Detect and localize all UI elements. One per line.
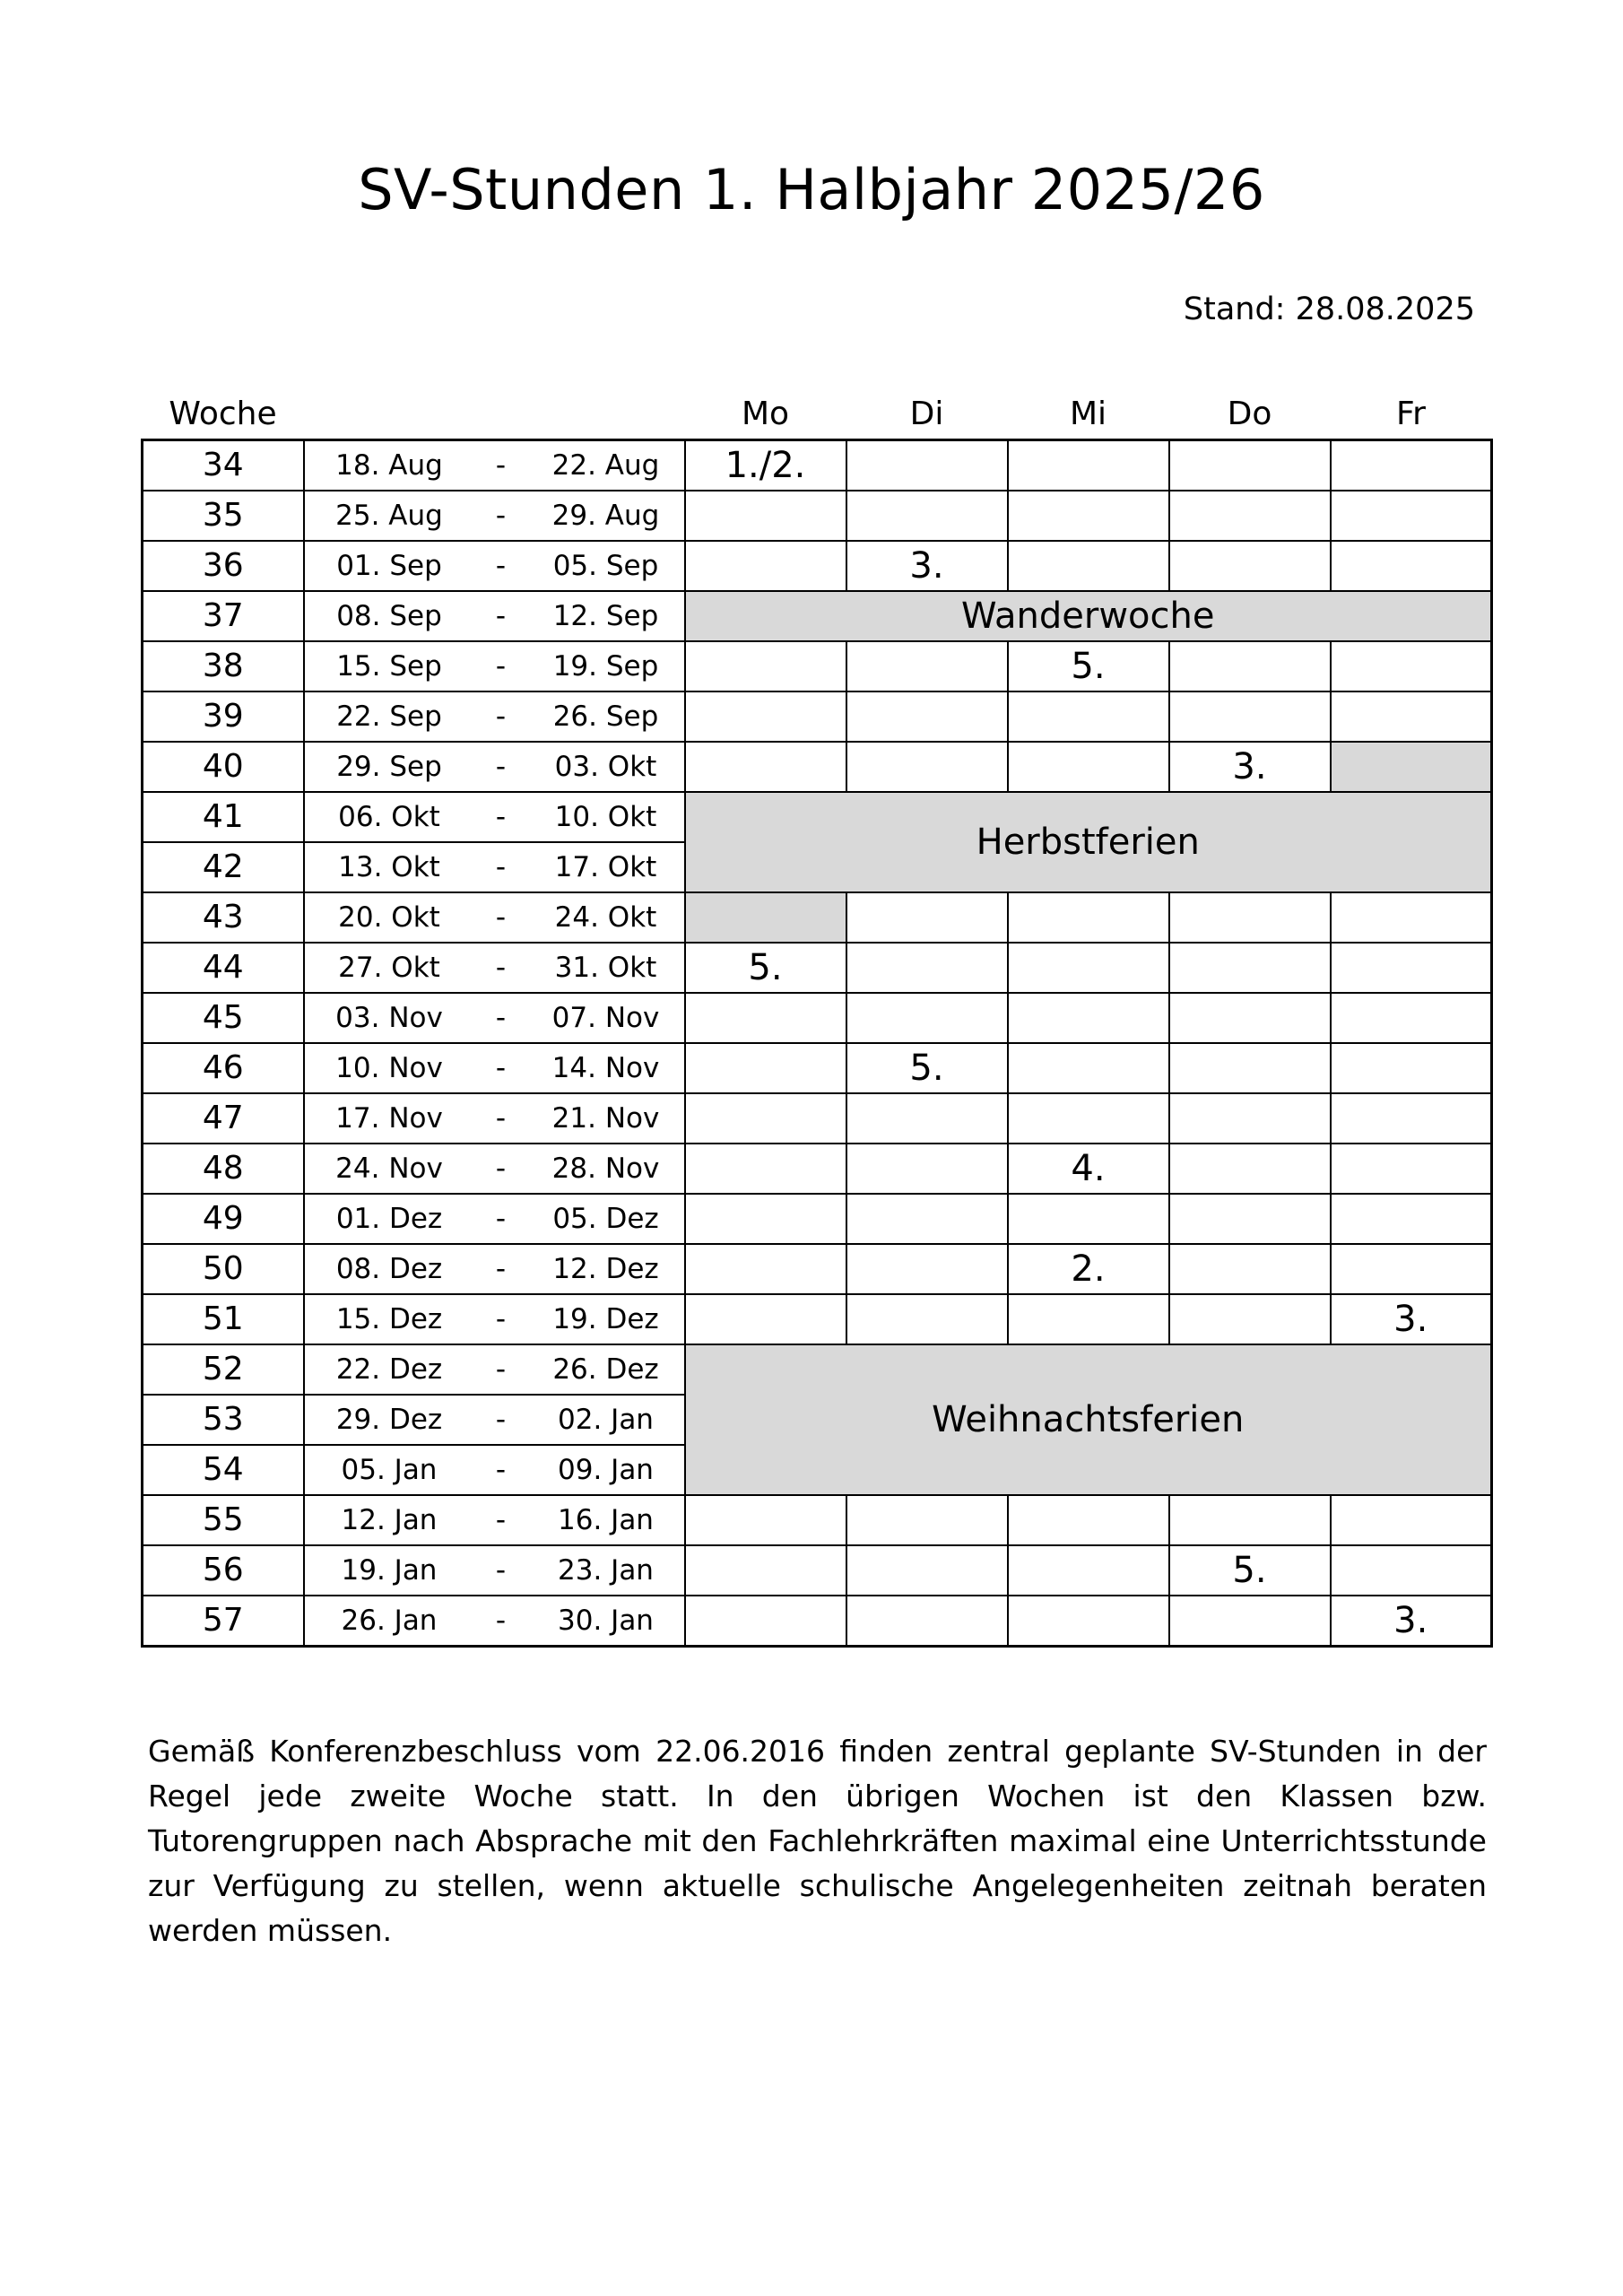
table-row (143, 541, 1492, 591)
week-end-date: 02. Jan (528, 1395, 685, 1445)
cell-fr (1331, 1194, 1492, 1244)
table-row (143, 641, 1492, 691)
cell-mi (1008, 892, 1169, 943)
cell-mi (1008, 1596, 1169, 1647)
cell-di (846, 1294, 1008, 1344)
week-start-date: 22. Dez (304, 1344, 474, 1395)
week-end-date: 19. Dez (528, 1294, 685, 1344)
table-row (143, 1194, 1492, 1244)
week-number: 35 (143, 491, 304, 541)
date-separator: - (474, 691, 528, 742)
week-start-date: 25. Aug (304, 491, 474, 541)
cell-mo (685, 1545, 846, 1596)
date-separator: - (474, 440, 528, 491)
holiday-block-herbstferien: Herbstferien (685, 792, 1492, 892)
week-number: 45 (143, 993, 304, 1043)
table-row (143, 742, 1492, 792)
week-start-date: 18. Aug (304, 440, 474, 491)
cell-mo: 1./2. (685, 440, 846, 491)
week-end-date: 17. Okt (528, 842, 685, 892)
date-separator: - (474, 1194, 528, 1244)
cell-fr (1331, 993, 1492, 1043)
cell-do (1169, 541, 1331, 591)
cell-di (846, 892, 1008, 943)
week-start-date: 20. Okt (304, 892, 474, 943)
cell-fr (1331, 1545, 1492, 1596)
week-number: 40 (143, 742, 304, 792)
cell-di (846, 1596, 1008, 1647)
cell-mi (1008, 1495, 1169, 1545)
cell-mo: 5. (685, 943, 846, 993)
cell-fr (1331, 892, 1492, 943)
cell-do (1169, 1244, 1331, 1294)
cell-mi (1008, 1043, 1169, 1093)
header-row (143, 392, 1492, 440)
cell-mi (1008, 440, 1169, 491)
date-separator: - (474, 842, 528, 892)
week-start-date: 15. Sep (304, 641, 474, 691)
week-number: 57 (143, 1596, 304, 1647)
cell-di (846, 691, 1008, 742)
week-start-date: 27. Okt (304, 943, 474, 993)
week-start-date: 10. Nov (304, 1043, 474, 1093)
date-separator: - (474, 892, 528, 943)
cell-mi (1008, 1545, 1169, 1596)
week-number: 38 (143, 641, 304, 691)
cell-do (1169, 691, 1331, 742)
week-number: 52 (143, 1344, 304, 1395)
week-start-date: 05. Jan (304, 1445, 474, 1495)
date-separator: - (474, 541, 528, 591)
week-start-date: 01. Sep (304, 541, 474, 591)
week-start-date: 03. Nov (304, 993, 474, 1043)
date-separator: - (474, 792, 528, 842)
cell-mo (685, 1144, 846, 1194)
date-separator: - (474, 993, 528, 1043)
table-row (143, 993, 1492, 1043)
cell-mo (685, 491, 846, 541)
cell-mo (685, 1244, 846, 1294)
week-end-date: 22. Aug (528, 440, 685, 491)
cell-do (1169, 1596, 1331, 1647)
cell-mo (685, 641, 846, 691)
cell-do (1169, 1093, 1331, 1144)
page-title: SV-Stunden 1. Halbjahr 2025/26 (358, 157, 1265, 222)
table-row (143, 892, 1492, 943)
week-start-date: 08. Sep (304, 591, 474, 641)
table-row (143, 1344, 1492, 1395)
date-separator: - (474, 1144, 528, 1194)
cell-di (846, 1545, 1008, 1596)
date-separator: - (474, 1545, 528, 1596)
week-start-date: 06. Okt (304, 792, 474, 842)
cell-mi (1008, 1093, 1169, 1144)
table-row (143, 943, 1492, 993)
cell-mi (1008, 491, 1169, 541)
cell-do (1169, 892, 1331, 943)
week-start-date: 22. Sep (304, 691, 474, 742)
cell-do (1169, 491, 1331, 541)
week-end-date: 23. Jan (528, 1545, 685, 1596)
week-number: 51 (143, 1294, 304, 1344)
cell-fr (1331, 491, 1492, 541)
week-start-date: 12. Jan (304, 1495, 474, 1545)
table-row (143, 1495, 1492, 1545)
date-separator: - (474, 591, 528, 641)
cell-mo (685, 993, 846, 1043)
cell-di (846, 943, 1008, 993)
table-row (143, 491, 1492, 541)
week-start-date: 13. Okt (304, 842, 474, 892)
cell-di (846, 1144, 1008, 1194)
cell-di (846, 1093, 1008, 1144)
week-start-date: 01. Dez (304, 1194, 474, 1244)
week-number: 36 (143, 541, 304, 591)
week-number: 44 (143, 943, 304, 993)
cell-fr (1331, 1144, 1492, 1194)
week-end-date: 21. Nov (528, 1093, 685, 1144)
week-end-date: 14. Nov (528, 1043, 685, 1093)
week-start-date: 17. Nov (304, 1093, 474, 1144)
cell-mi: 4. (1008, 1144, 1169, 1194)
cell-mi: 2. (1008, 1244, 1169, 1294)
date-separator: - (474, 1294, 528, 1344)
holiday-block-wanderwoche: Wanderwoche (685, 591, 1492, 641)
cell-mo (685, 1596, 846, 1647)
table-row (143, 1043, 1492, 1093)
cell-di: 3. (846, 541, 1008, 591)
table-row (143, 1144, 1492, 1194)
schedule-table (141, 392, 1493, 1648)
date-separator: - (474, 1093, 528, 1144)
cell-do (1169, 943, 1331, 993)
week-number: 48 (143, 1144, 304, 1194)
cell-mo (685, 1294, 846, 1344)
cell-fr: 3. (1331, 1294, 1492, 1344)
week-number: 50 (143, 1244, 304, 1294)
cell-do (1169, 993, 1331, 1043)
week-end-date: 31. Okt (528, 943, 685, 993)
week-end-date: 26. Sep (528, 691, 685, 742)
header-di: Di (909, 396, 944, 432)
cell-di (846, 1194, 1008, 1244)
cell-do (1169, 1294, 1331, 1344)
table-row (143, 1294, 1492, 1344)
table-row (143, 1093, 1492, 1144)
table-row (143, 1244, 1492, 1294)
cell-di (846, 742, 1008, 792)
cell-fr (1331, 691, 1492, 742)
week-end-date: 19. Sep (528, 641, 685, 691)
cell-mi (1008, 691, 1169, 742)
week-number: 42 (143, 842, 304, 892)
week-end-date: 16. Jan (528, 1495, 685, 1545)
cell-di (846, 491, 1008, 541)
cell-do (1169, 440, 1331, 491)
cell-fr-shaded (1331, 742, 1492, 792)
cell-mo (685, 691, 846, 742)
cell-mo (685, 742, 846, 792)
date-separator: - (474, 1043, 528, 1093)
date-separator: - (474, 1495, 528, 1545)
header-do: Do (1227, 396, 1272, 432)
cell-di (846, 641, 1008, 691)
date-separator: - (474, 1344, 528, 1395)
table-row (143, 1596, 1492, 1647)
week-start-date: 08. Dez (304, 1244, 474, 1294)
week-start-date: 15. Dez (304, 1294, 474, 1344)
week-end-date: 10. Okt (528, 792, 685, 842)
date-separator: - (474, 943, 528, 993)
cell-mi (1008, 1194, 1169, 1244)
cell-fr (1331, 943, 1492, 993)
week-number: 41 (143, 792, 304, 842)
week-number: 39 (143, 691, 304, 742)
cell-mo (685, 1043, 846, 1093)
cell-fr (1331, 1244, 1492, 1294)
cell-fr: 3. (1331, 1596, 1492, 1647)
cell-do: 3. (1169, 742, 1331, 792)
week-start-date: 29. Sep (304, 742, 474, 792)
cell-fr (1331, 541, 1492, 591)
week-end-date: 07. Nov (528, 993, 685, 1043)
cell-do (1169, 1495, 1331, 1545)
cell-di: 5. (846, 1043, 1008, 1093)
footnote-paragraph: Gemäß Konferenzbeschluss vom 22.06.2016 finden zentral geplante SV-Stunden in der Regel jede zweite Woche statt. In den übrigen Wochen ist den Klassen bzw. Tutorengruppen nach Absprache mit den Fachlehrkräften maximal eine Unterrichtsstunde zur Verfügung zu stellen, wenn aktuelle schulische Angelegenheiten zeitnah beraten werden müssen. (148, 1734, 1487, 1948)
cell-fr (1331, 1043, 1492, 1093)
cell-fr (1331, 1093, 1492, 1144)
cell-di (846, 1244, 1008, 1294)
date-separator: - (474, 742, 528, 792)
cell-do (1169, 1144, 1331, 1194)
date-separator: - (474, 1244, 528, 1294)
cell-mi (1008, 1294, 1169, 1344)
week-number: 55 (143, 1495, 304, 1545)
table-row (143, 591, 1492, 641)
cell-di (846, 440, 1008, 491)
week-number: 37 (143, 591, 304, 641)
table-row (143, 792, 1492, 842)
week-end-date: 26. Dez (528, 1344, 685, 1395)
week-start-date: 19. Jan (304, 1545, 474, 1596)
week-number: 34 (143, 440, 304, 491)
table-row (143, 1545, 1492, 1596)
week-number: 54 (143, 1445, 304, 1495)
cell-mi (1008, 993, 1169, 1043)
cell-do (1169, 1194, 1331, 1244)
cell-mo (685, 541, 846, 591)
cell-mo-shaded (685, 892, 846, 943)
table-row (143, 691, 1492, 742)
cell-fr (1331, 440, 1492, 491)
week-start-date: 26. Jan (304, 1596, 474, 1647)
cell-di (846, 993, 1008, 1043)
week-end-date: 12. Dez (528, 1244, 685, 1294)
date-separator: - (474, 641, 528, 691)
cell-mi: 5. (1008, 641, 1169, 691)
header-mo: Mo (741, 396, 790, 432)
week-end-date: 05. Sep (528, 541, 685, 591)
cell-mi (1008, 742, 1169, 792)
header-fr: Fr (1396, 396, 1426, 432)
week-end-date: 24. Okt (528, 892, 685, 943)
week-number: 43 (143, 892, 304, 943)
cell-fr (1331, 1495, 1492, 1545)
week-end-date: 12. Sep (528, 591, 685, 641)
table-row (143, 440, 1492, 491)
date-separator: - (474, 1445, 528, 1495)
date-separator: - (474, 491, 528, 541)
cell-do (1169, 641, 1331, 691)
date-separator: - (474, 1395, 528, 1445)
cell-mo (685, 1194, 846, 1244)
week-start-date: 29. Dez (304, 1395, 474, 1445)
cell-di (846, 1495, 1008, 1545)
cell-fr (1331, 641, 1492, 691)
week-number: 46 (143, 1043, 304, 1093)
week-end-date: 09. Jan (528, 1445, 685, 1495)
week-number: 56 (143, 1545, 304, 1596)
week-end-date: 28. Nov (528, 1144, 685, 1194)
week-number: 47 (143, 1093, 304, 1144)
status-date: Stand: 28.08.2025 (1183, 291, 1475, 327)
header-mi: Mi (1069, 396, 1107, 432)
cell-mi (1008, 541, 1169, 591)
week-end-date: 30. Jan (528, 1596, 685, 1647)
cell-mo (685, 1495, 846, 1545)
header-week: Woche (169, 396, 277, 432)
week-start-date: 24. Nov (304, 1144, 474, 1194)
holiday-block-weihnachtsferien: Weihnachtsferien (685, 1344, 1492, 1495)
header-dates (304, 392, 685, 440)
week-number: 49 (143, 1194, 304, 1244)
week-end-date: 05. Dez (528, 1194, 685, 1244)
cell-mi (1008, 943, 1169, 993)
cell-do: 5. (1169, 1545, 1331, 1596)
week-end-date: 03. Okt (528, 742, 685, 792)
week-number: 53 (143, 1395, 304, 1445)
cell-mo (685, 1093, 846, 1144)
week-end-date: 29. Aug (528, 491, 685, 541)
date-separator: - (474, 1596, 528, 1647)
cell-do (1169, 1043, 1331, 1093)
